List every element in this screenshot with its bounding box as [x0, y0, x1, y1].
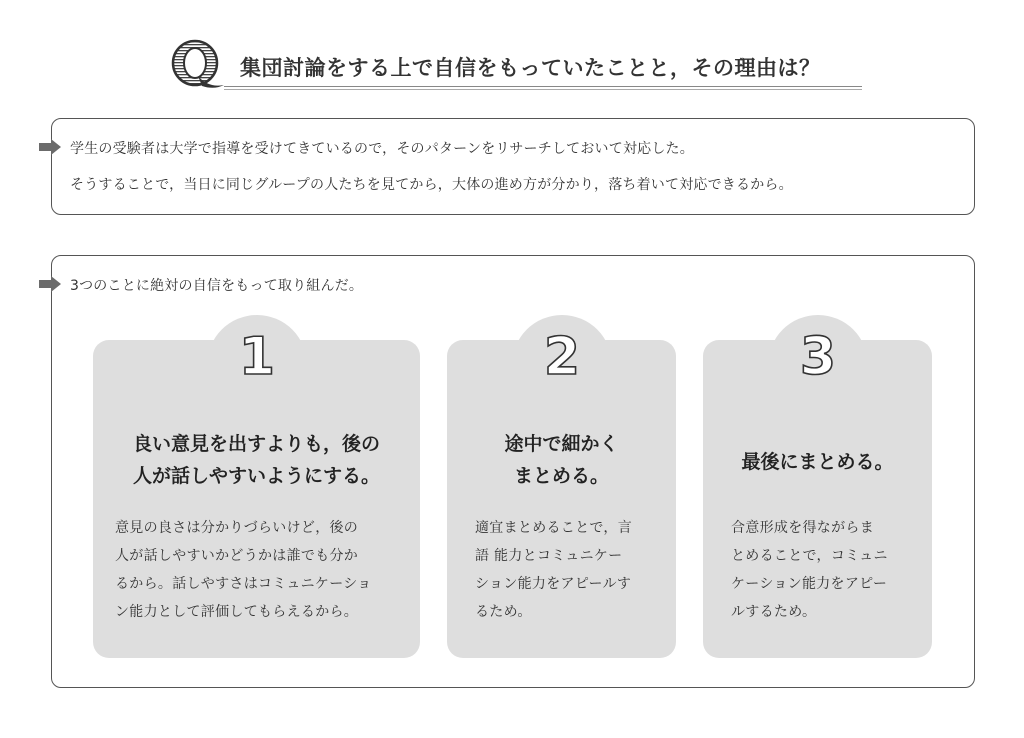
q-letter-icon: [168, 38, 228, 94]
card-body-line: 語 能力とコミュニケー: [475, 548, 623, 564]
card-heading-line: 人が話しやすいようにする。: [132, 465, 380, 487]
card-body-line: ション能力をアピールす: [475, 576, 632, 592]
answer-2-lead: 3つのことに絶対の自信をもって取り組んだ。: [70, 278, 364, 294]
card-body-line: るから。話しやすさはコミュニケーショ: [115, 576, 372, 592]
card-heading: [703, 446, 932, 478]
title-underline: [224, 86, 862, 87]
point-card-2: [447, 327, 676, 658]
point-card-3: [703, 327, 932, 658]
card-body-line: 人が話しやすいかどうかは誰でも分か: [115, 548, 359, 564]
card-heading-line: まとめる。: [513, 465, 609, 487]
arrow-right-icon: [39, 139, 61, 155]
title-underline-secondary: [224, 89, 862, 90]
svg-text:2: 2: [543, 327, 580, 386]
card-body-line: るため。: [475, 604, 532, 620]
card-body: [731, 514, 920, 626]
card-heading: [93, 428, 420, 492]
card-body-line: 合意形成を得ながらま: [731, 520, 874, 536]
svg-text:1: 1: [238, 327, 275, 386]
answer-1-line-1: 学生の受験者は大学で指導を受けてきているので，そのパターンをリサーチしておいて対応した。: [70, 141, 694, 157]
arrow-right-icon: [39, 276, 61, 292]
card-body-line: 適宜まとめることで，言: [475, 520, 633, 536]
svg-text:3: 3: [799, 327, 836, 386]
card-body: [115, 514, 406, 626]
point-card-1: [93, 327, 420, 658]
card-number: [227, 322, 287, 386]
card-heading: [447, 428, 676, 492]
card-body-line: とめることで，コミュニ: [731, 548, 888, 564]
card-body-line: ケーション能力をアピー: [731, 576, 888, 592]
card-body-line: 意見の良さは分かりづらいけど，後の: [115, 520, 359, 536]
card-heading-line: 最後にまとめる。: [741, 451, 894, 473]
card-body-line: ルするため。: [731, 604, 817, 620]
card-number: [532, 322, 592, 386]
question-title: 集団討論をする上で自信をもっていたことと，その理由は？: [240, 56, 821, 80]
card-heading-line: 良い意見を出すよりも，後の: [132, 433, 380, 455]
card-body: [475, 514, 664, 626]
card-heading-line: 途中で細かく: [504, 433, 619, 455]
answer-box-1: [51, 118, 975, 215]
answer-1-line-2: そうすることで，当日に同じグループの人たちを見てから，大体の進め方が分かり，落ち着いて対応できるから。: [70, 177, 793, 193]
card-number: [788, 322, 848, 386]
card-body-line: ン能力として評価してもらえるから。: [115, 604, 359, 620]
question-header: [168, 38, 862, 94]
